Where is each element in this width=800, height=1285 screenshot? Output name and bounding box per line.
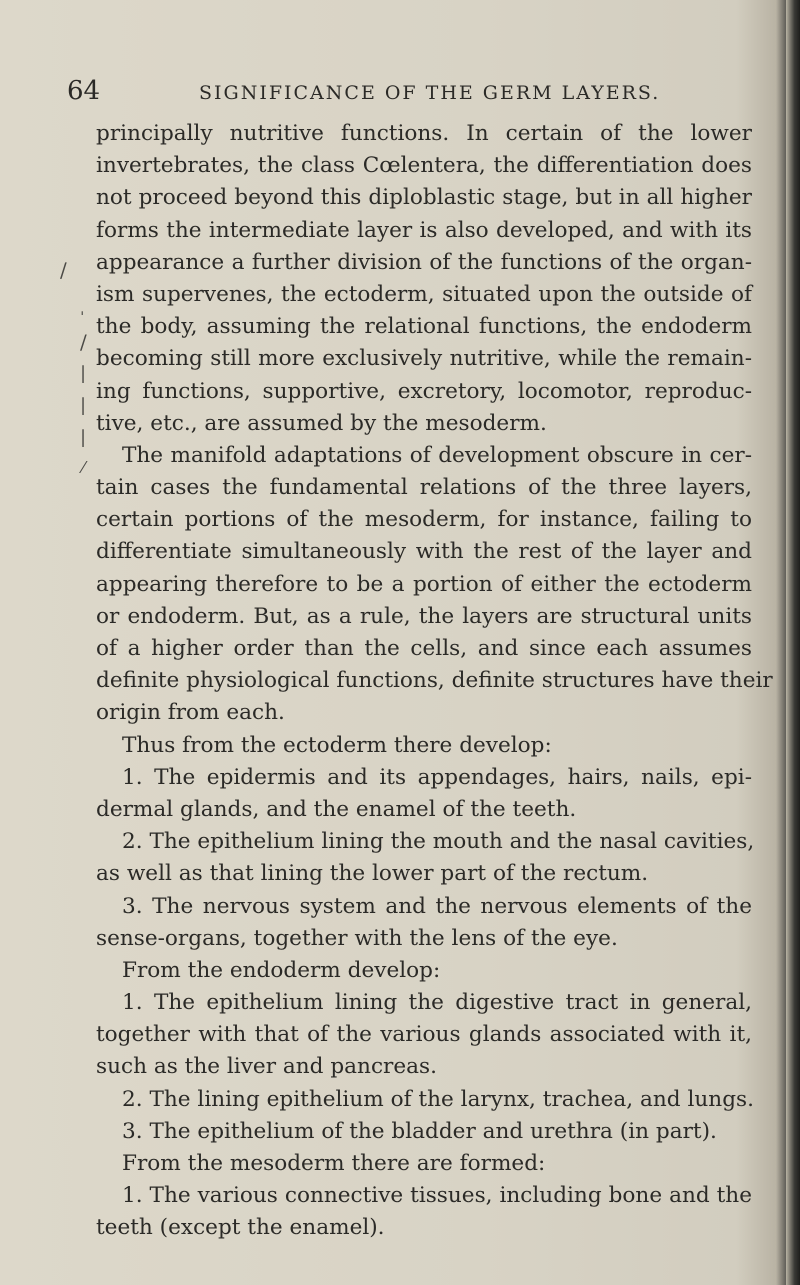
pencil-mark-bar: / bbox=[80, 330, 87, 354]
text-line: of a higher order than the cells, and since each assumes bbox=[96, 636, 752, 661]
text-line: principally nutritive functions. In certain of the lower bbox=[96, 121, 752, 146]
text-line: teeth (except the enamel). bbox=[96, 1215, 385, 1241]
pencil-mark-slash: ∕ bbox=[60, 258, 67, 282]
text-line: origin from each. bbox=[96, 700, 285, 726]
text-line: together with that of the various glands associated with it, bbox=[96, 1022, 752, 1048]
body-text bbox=[96, 118, 773, 1245]
pencil-mark-bar: | bbox=[80, 427, 87, 448]
text-line: definite physiological functions, definite structures have their bbox=[96, 668, 773, 694]
pencil-mark-slash: ⁄ bbox=[82, 458, 85, 477]
text-line: ing functions, supportive, excretory, locomotor, reproduc- bbox=[96, 378, 752, 404]
text-line: invertebrates, the class Cœlentera, the differentiation does bbox=[96, 153, 752, 179]
text-line: differentiate simultaneously with the rest of the layer and bbox=[96, 539, 752, 565]
pencil-mark-bar: | bbox=[80, 395, 87, 416]
text-line: From the endoderm develop: bbox=[122, 957, 441, 983]
page-header bbox=[67, 76, 747, 116]
text-line: From the mesoderm there are formed: bbox=[122, 1151, 546, 1176]
text-line: appearing therefore to be a portion of either the ectoderm bbox=[96, 571, 752, 597]
text-line: 2. The lining epithelium of the larynx, trachea, and lungs. bbox=[122, 1086, 754, 1112]
text-line: ism supervenes, the ectoderm, situated upon the outside of bbox=[96, 281, 752, 307]
text-line: becoming still more exclusively nutritive, while the remain- bbox=[96, 346, 752, 372]
text-line: certain portions of the mesoderm, for instance, failing to bbox=[96, 507, 752, 533]
running-head: SIGNIFICANCE OF THE GERM LAYERS. bbox=[199, 82, 661, 104]
text-line: forms the intermediate layer is also developed, and with its bbox=[96, 217, 752, 243]
text-line: dermal glands, and the enamel of the teeth. bbox=[96, 796, 577, 822]
text-line: not proceed beyond this diploblastic stage, but in all higher bbox=[96, 185, 752, 211]
text-line: or endoderm. But, as a rule, the layers are structural units bbox=[96, 603, 752, 629]
text-line: 2. The epithelium lining the mouth and the nasal cavities, bbox=[122, 829, 755, 855]
text-line: 3. The nervous system and the nervous elements of the bbox=[122, 893, 752, 919]
pencil-mark-bar: | bbox=[80, 363, 87, 384]
text-line: as well as that lining the lower part of the rectum. bbox=[96, 861, 649, 887]
text-line: Thus from the ectoderm there develop: bbox=[122, 732, 552, 758]
text-line: 1. The epidermis and its appendages, hairs, nails, epi- bbox=[122, 764, 752, 790]
text-line: 1. The various connective tissues, including bone and the bbox=[122, 1183, 752, 1209]
text-line: 3. The epithelium of the bladder and urethra (in part). bbox=[122, 1118, 717, 1144]
text-line: 1. The epithelium lining the digestive tract in general, bbox=[122, 990, 752, 1016]
page-number: 64 bbox=[67, 76, 101, 106]
pencil-mark-tick: ˌ bbox=[80, 298, 85, 317]
text-line: tain cases the fundamental relations of the three layers, bbox=[96, 475, 752, 501]
text-line: appearance a further division of the functions of the organ- bbox=[96, 249, 752, 275]
text-line: the body, assuming the relational functions, the endoderm bbox=[96, 314, 752, 340]
page-edge-shadow bbox=[786, 0, 800, 1285]
text-line: such as the liver and pancreas. bbox=[96, 1054, 437, 1080]
text-line: sense-organs, together with the lens of the eye. bbox=[96, 925, 618, 951]
text-line: tive, etc., are assumed by the mesoderm. bbox=[96, 410, 547, 436]
text-line: The manifold adaptations of development obscure in cer- bbox=[122, 442, 752, 468]
